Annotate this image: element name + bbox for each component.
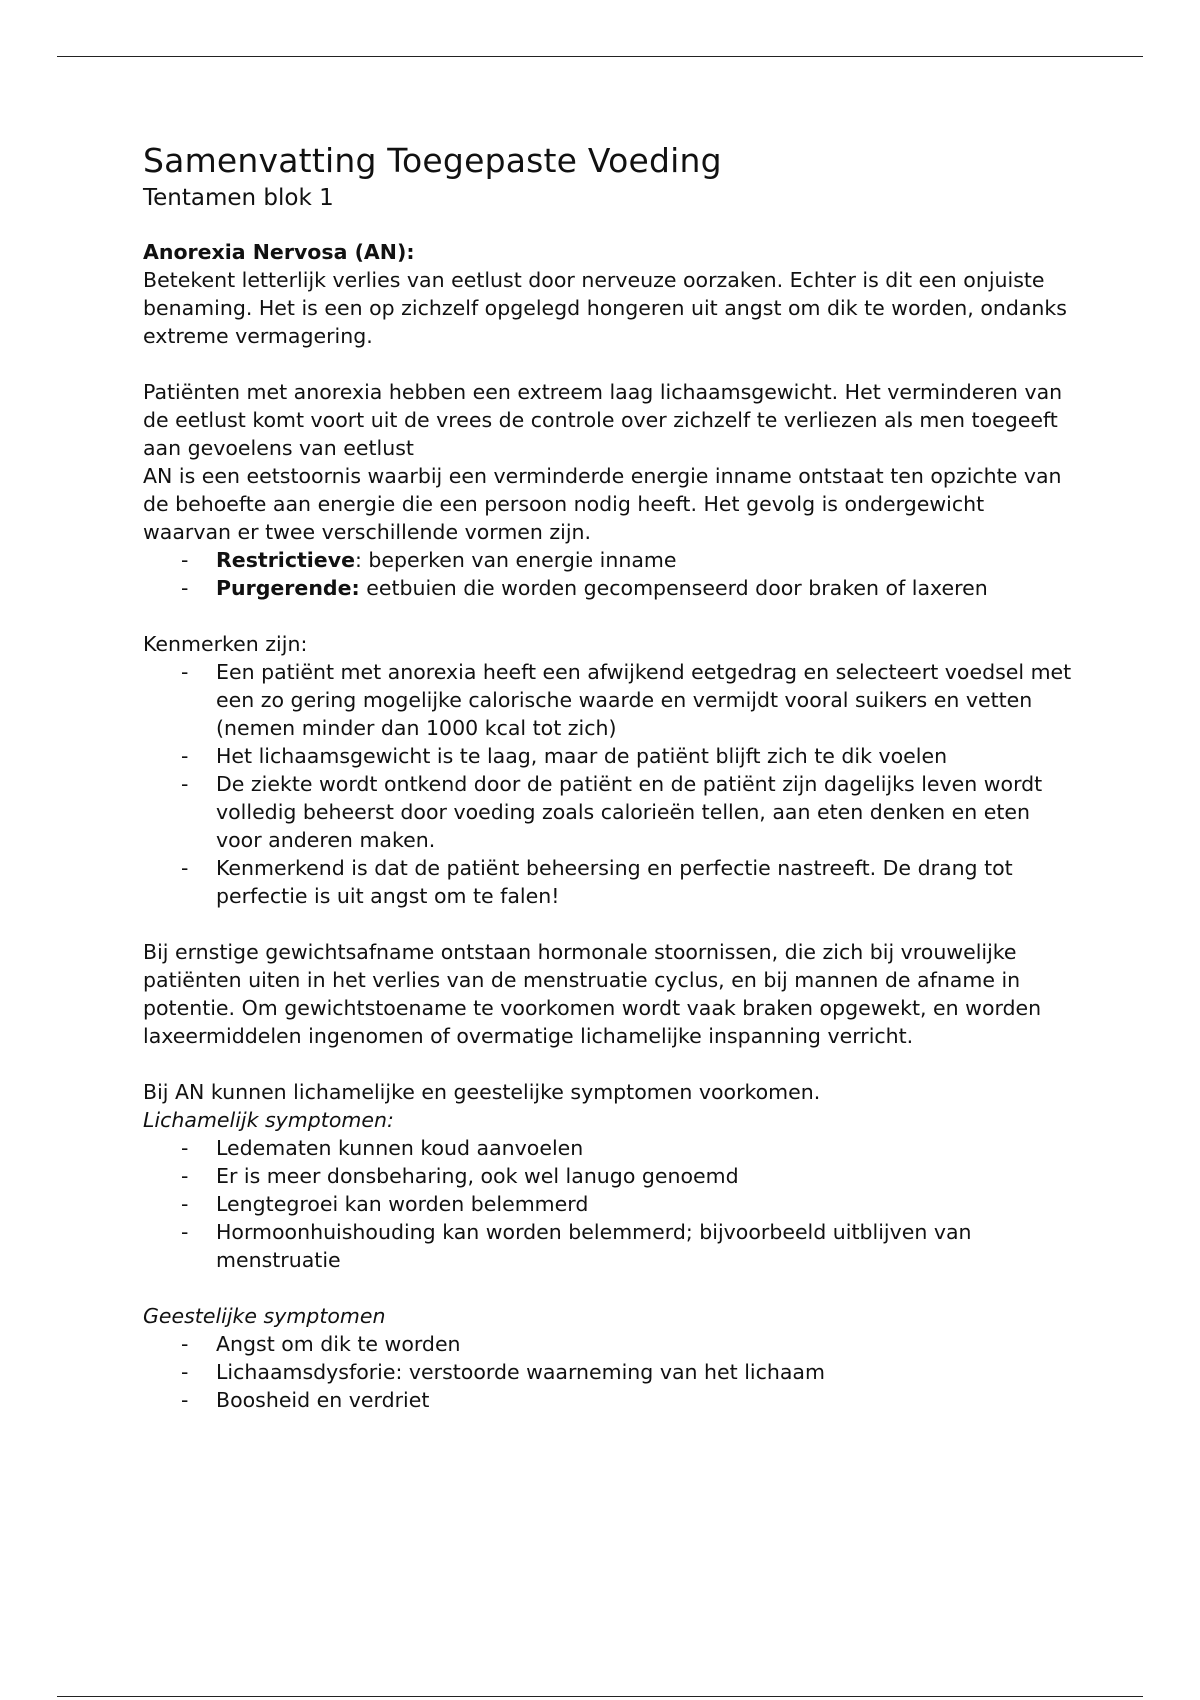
- document-body: [143, 140, 1073, 1414]
- list-item: [143, 574, 1073, 602]
- features-list: [143, 658, 1073, 910]
- mental-symptoms-heading: Geestelijke symptomen: [143, 1304, 386, 1328]
- term-purging: Purgerende:: [216, 576, 360, 600]
- paragraph-hormonal: Bij ernstige gewichtsafname ontstaan hormonale stoornissen, die zich bij vrouwelijke patiënten uiten in het verlies van de menstruatie cyclus, en bij mannen de afname in potentie. Om gewichtstoename te voorkomen wordt vaak braken opgewekt, en worden laxeermiddelen ingenomen of overmatige lichamelijke inspanning verricht.: [143, 940, 1042, 1048]
- list-item: - Lengtegroei kan worden belemmerd: [143, 1190, 1073, 1218]
- list-item: - Angst om dik te worden: [143, 1330, 1073, 1358]
- document-title: Samenvatting Toegepaste Voeding: [143, 141, 722, 180]
- header-rule: [57, 56, 1143, 57]
- term-purging-text: eetbuien die worden gecompenseerd door braken of laxeren: [359, 576, 988, 600]
- list-item: - Ledematen kunnen koud aanvoelen: [143, 1134, 1073, 1162]
- list-item: - Hormoonhuishouding kan worden belemmerd; bijvoorbeeld uitblijven van menstruatie: [143, 1218, 1073, 1274]
- physical-symptoms-list: [143, 1134, 1073, 1274]
- intro-paragraph: Betekent letterlijk verlies van eetlust door nerveuze oorzaken. Echter is dit een onjuiste benaming. Het is een op zichzelf opgelegd hongeren uit angst om dik te worden, ondanks extreme vermagering.: [143, 268, 1067, 348]
- list-item: - Lichaamsdysforie: verstoorde waarneming van het lichaam: [143, 1358, 1073, 1386]
- section-heading-anorexia: Anorexia Nervosa (AN):: [143, 240, 415, 264]
- term-restrictive-text: : beperken van energie inname: [354, 548, 677, 572]
- symptoms-intro: Bij AN kunnen lichamelijke en geestelijke symptomen voorkomen.: [143, 1080, 821, 1104]
- paragraph-definition: AN is een eetstoornis waarbij een verminderde energie inname ontstaat ten opzichte van de behoefte aan energie die een persoon nodig heeft. Het gevolg is ondergewicht waarvan er twee verschillende vormen zijn.: [143, 464, 1062, 544]
- forms-list: [143, 546, 1073, 602]
- list-item: - Een patiënt met anorexia heeft een afwijkend eetgedrag en selecteert voedsel met een zo gering mogelijke calorische waarde en vermijdt vooral suikers en vetten (nemen minder dan 1000 kcal tot zich): [143, 658, 1073, 742]
- list-item: - Er is meer donsbeharing, ook wel lanugo genoemd: [143, 1162, 1073, 1190]
- physical-symptoms-heading: Lichamelijk symptomen:: [143, 1108, 394, 1132]
- list-item: - Kenmerkend is dat de patiënt beheersing en perfectie nastreeft. De drang tot perfectie is uit angst om te falen!: [143, 854, 1073, 910]
- footer-rule: [57, 1696, 1143, 1697]
- list-item: - De ziekte wordt ontkend door de patiënt en de patiënt zijn dagelijks leven wordt volledig beheerst door voeding zoals calorieën tellen, aan eten denken en eten voor anderen maken.: [143, 770, 1073, 854]
- list-item: - Het lichaamsgewicht is te laag, maar de patiënt blijft zich te dik voelen: [143, 742, 1073, 770]
- list-item: - Boosheid en verdriet: [143, 1386, 1073, 1414]
- mental-symptoms-list: [143, 1330, 1073, 1414]
- features-intro: Kenmerken zijn:: [143, 632, 308, 656]
- term-restrictive: Restrictieve: [216, 548, 355, 572]
- paragraph-low-weight: Patiënten met anorexia hebben een extreem laag lichaamsgewicht. Het verminderen van de eetlust komt voort uit de vrees de controle over zichzelf te verliezen als men toegeeft aan gevoelens van eetlust: [143, 380, 1063, 460]
- document-subtitle: Tentamen blok 1: [143, 185, 334, 211]
- list-item: [143, 546, 1073, 574]
